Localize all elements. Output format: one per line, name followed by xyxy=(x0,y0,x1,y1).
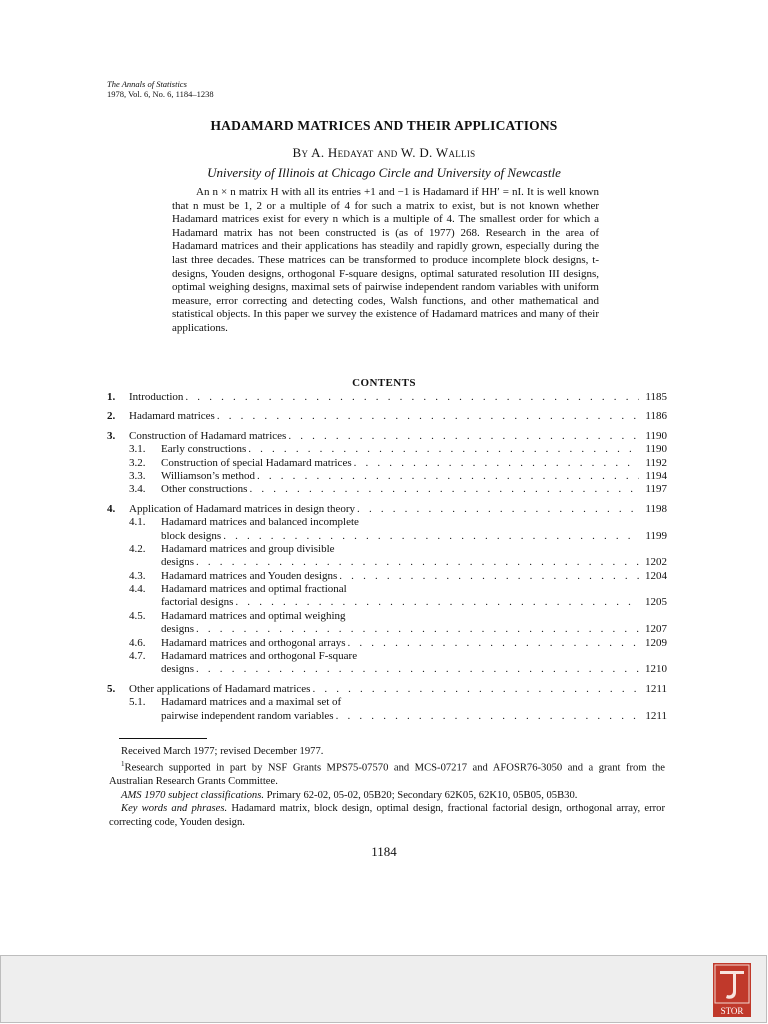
toc-entry xyxy=(107,596,667,609)
toc-entry-title: block designs xyxy=(161,529,222,542)
abstract: An n × n matrix H with all its entries +1 and −1 is Hadamard if HH′ = nI. It is well known that n must be 1, 2 or a multiple of 4 for such a matrix to exist, but is not known whether Hadamard matrices exist for every n which is a multiple of 4. The smallest order for which a Hadamard matrix has not been constructed is (as of 1977) 268. Research in the area of Hadamard matrices and their applications has steadily and rapidly grown, especially during the last three decades. These matrices can be transformed to produce incomplete block designs, t-designs, Youden designs, orthogonal F-square designs, optimal saturated resolution III designs, optimal weighing designs, maximal sets of pairwise independent random variables with uniform measure, error correcting and detecting codes, Walsh functions, and other mathematical and statistical objects. In this paper we survey the existence of Hadamard matrices and many of their applications. xyxy=(172,186,599,334)
page-number: 1184 xyxy=(371,844,397,859)
toc-entry-title: Hadamard matrices and optimal fractional xyxy=(161,583,347,596)
toc-entry-number: 5.1. xyxy=(129,696,146,709)
toc-entry-page: 1205 xyxy=(645,596,667,609)
toc-entry-page: 1199 xyxy=(645,529,667,542)
toc-leader-dots xyxy=(235,596,639,609)
toc-entry-page: 1210 xyxy=(645,663,667,676)
toc-entry-page: 1211 xyxy=(645,709,667,722)
toc-entry-number: 3. xyxy=(107,429,116,442)
article-authors: By A. Hedayat and W. D. Wallis xyxy=(292,145,476,160)
toc-entry-title: factorial designs xyxy=(161,596,234,609)
toc-entry xyxy=(107,583,667,596)
toc-entry-title: Williamson’s method xyxy=(161,469,255,482)
toc-entry xyxy=(107,457,667,470)
toc-entry xyxy=(107,443,667,456)
toc-entry-page: 1207 xyxy=(645,623,667,636)
footnotes xyxy=(109,745,665,829)
contents-heading: CONTENTS xyxy=(352,377,416,389)
toc-entry-page: 1186 xyxy=(645,410,667,423)
toc-entry-title: Hadamard matrices and a maximal set of xyxy=(161,696,342,709)
toc-leader-dots xyxy=(249,483,639,496)
toc-entry xyxy=(107,610,667,623)
toc-entry xyxy=(107,543,667,556)
footnote-rule xyxy=(119,738,207,739)
toc-entry-number: 4.4. xyxy=(129,583,146,596)
toc-entry-number: 4.7. xyxy=(129,650,146,663)
toc-leader-dots xyxy=(196,556,639,569)
jstor-logo-icon[interactable] xyxy=(712,962,752,1018)
toc-entry-page: 1211 xyxy=(645,682,667,695)
toc-entry-title: Hadamard matrices and group divisible xyxy=(161,542,335,555)
toc-leader-dots xyxy=(217,410,639,423)
toc-entry-title: Application of Hadamard matrices in design theory xyxy=(129,502,356,515)
toc-entry xyxy=(107,556,667,569)
keywords-text: Hadamard matrix, block design, optimal design, fractional factorial design, orthogonal array, error correcting code, Youden design. xyxy=(109,803,665,828)
article-affiliation: University of Illinois at Chicago Circle and University of Newcastle xyxy=(207,165,561,180)
toc-entry-number: 3.3. xyxy=(129,469,146,482)
toc-entry xyxy=(107,710,667,723)
toc-entry-page: 1209 xyxy=(645,636,667,649)
toc-entry-page: 1202 xyxy=(645,556,667,569)
article-title: HADAMARD MATRICES AND THEIR APPLICATIONS xyxy=(210,118,558,133)
toc-leader-dots xyxy=(339,570,639,583)
toc-entry xyxy=(107,391,667,404)
toc-entry-number: 4.2. xyxy=(129,542,146,555)
journal-name: The Annals of Statistics xyxy=(107,79,187,89)
toc-entry-title: Hadamard matrices and orthogonal arrays xyxy=(161,636,346,649)
toc-entry-title: Hadamard matrices and optimal weighing xyxy=(161,609,346,622)
toc-entry-title: Construction of Hadamard matrices xyxy=(129,429,287,442)
toc-entry-number: 3.1. xyxy=(129,443,146,456)
toc-entry-page: 1194 xyxy=(645,469,667,482)
toc-entry-title: pairwise independent random variables xyxy=(161,709,334,722)
toc-entry-page: 1204 xyxy=(645,569,667,582)
toc-entry xyxy=(107,623,667,636)
journal-header xyxy=(107,80,214,99)
toc-entry xyxy=(107,570,667,583)
toc-entry xyxy=(107,696,667,709)
toc-leader-dots xyxy=(196,663,639,676)
viewer-bottom-bar xyxy=(0,955,767,1023)
toc-entry xyxy=(107,650,667,663)
ams-classification xyxy=(109,789,665,802)
toc-entry-title: designs xyxy=(161,663,194,676)
toc-leader-dots xyxy=(257,470,639,483)
keywords-label: Key words and phrases. xyxy=(121,803,228,815)
toc-leader-dots xyxy=(347,637,639,650)
ams-label: AMS 1970 subject classifications. xyxy=(121,789,265,801)
toc-entry xyxy=(107,530,667,543)
toc-entry-number: 2. xyxy=(107,410,116,423)
toc-leader-dots xyxy=(196,623,639,636)
toc-entry-title: Other constructions xyxy=(161,483,248,496)
toc-entry-title: Hadamard matrices and balanced incomplete xyxy=(161,516,359,529)
toc-entry-number: 4.3. xyxy=(129,569,146,582)
toc-entry xyxy=(107,637,667,650)
toc-entry-number: 4.6. xyxy=(129,636,146,649)
toc-entry-title: Hadamard matrices xyxy=(129,410,215,423)
toc-entry-page: 1198 xyxy=(645,502,667,515)
toc-leader-dots xyxy=(336,710,639,723)
toc-entry-title: designs xyxy=(161,623,194,636)
toc-entry xyxy=(107,483,667,496)
toc-entry-title: Hadamard matrices and Youden designs xyxy=(161,569,338,582)
toc-leader-dots xyxy=(223,530,639,543)
toc-entry-number: 4.1. xyxy=(129,516,146,529)
toc-entry-number: 1. xyxy=(107,391,116,403)
toc-entry-title: Early constructions xyxy=(161,443,247,456)
ams-codes: Primary 62-02, 05-02, 05B20; Secondary 62K05, 62K10, 05B05, 05B30. xyxy=(264,789,578,801)
toc-entry-number: 3.4. xyxy=(129,483,146,496)
toc-leader-dots xyxy=(288,430,639,443)
toc-entry xyxy=(107,683,667,696)
toc-entry xyxy=(107,516,667,529)
support-text: Research supported in part by NSF Grants MPS75-07570 and MCS-07217 and AFOSR76-3050 and a grant from the Australian Research Grants Committee. xyxy=(109,762,665,788)
toc-entry-title: Construction of special Hadamard matrices xyxy=(161,456,352,469)
table-of-contents xyxy=(107,391,667,723)
toc-entry-page: 1190 xyxy=(645,443,667,456)
toc-entry xyxy=(107,430,667,443)
toc-entry-page: 1192 xyxy=(645,456,667,469)
toc-entry xyxy=(107,663,667,676)
toc-entry-page: 1185 xyxy=(645,391,667,403)
toc-entry-number: 3.2. xyxy=(129,456,146,469)
toc-entry-title: designs xyxy=(161,556,194,569)
toc-entry xyxy=(107,503,667,516)
toc-entry-number: 4. xyxy=(107,502,116,515)
toc-entry-title: Introduction xyxy=(129,391,184,403)
toc-leader-dots xyxy=(357,503,639,516)
toc-entry-title: Hadamard matrices and orthogonal F-square xyxy=(161,650,358,663)
footnote-mark: 1 xyxy=(121,760,125,769)
toc-entry xyxy=(107,410,667,423)
toc-leader-dots xyxy=(354,457,639,470)
toc-leader-dots xyxy=(312,683,639,696)
toc-entry xyxy=(107,470,667,483)
journal-citation: 1978, Vol. 6, No. 6, 1184–1238 xyxy=(107,88,214,99)
toc-leader-dots xyxy=(248,443,639,456)
received-note: Received March 1977; revised December 1977. xyxy=(121,746,324,757)
keywords-note xyxy=(109,802,665,829)
toc-entry-page: 1197 xyxy=(645,483,667,496)
toc-entry-number: 5. xyxy=(107,682,116,695)
jstor-logo-text: STOR xyxy=(720,1006,744,1016)
toc-entry-number: 4.5. xyxy=(129,609,146,622)
toc-entry-title: Other applications of Hadamard matrices xyxy=(129,682,311,695)
support-note xyxy=(109,758,665,788)
toc-entry-page: 1190 xyxy=(645,429,667,442)
toc-leader-dots xyxy=(185,391,639,404)
